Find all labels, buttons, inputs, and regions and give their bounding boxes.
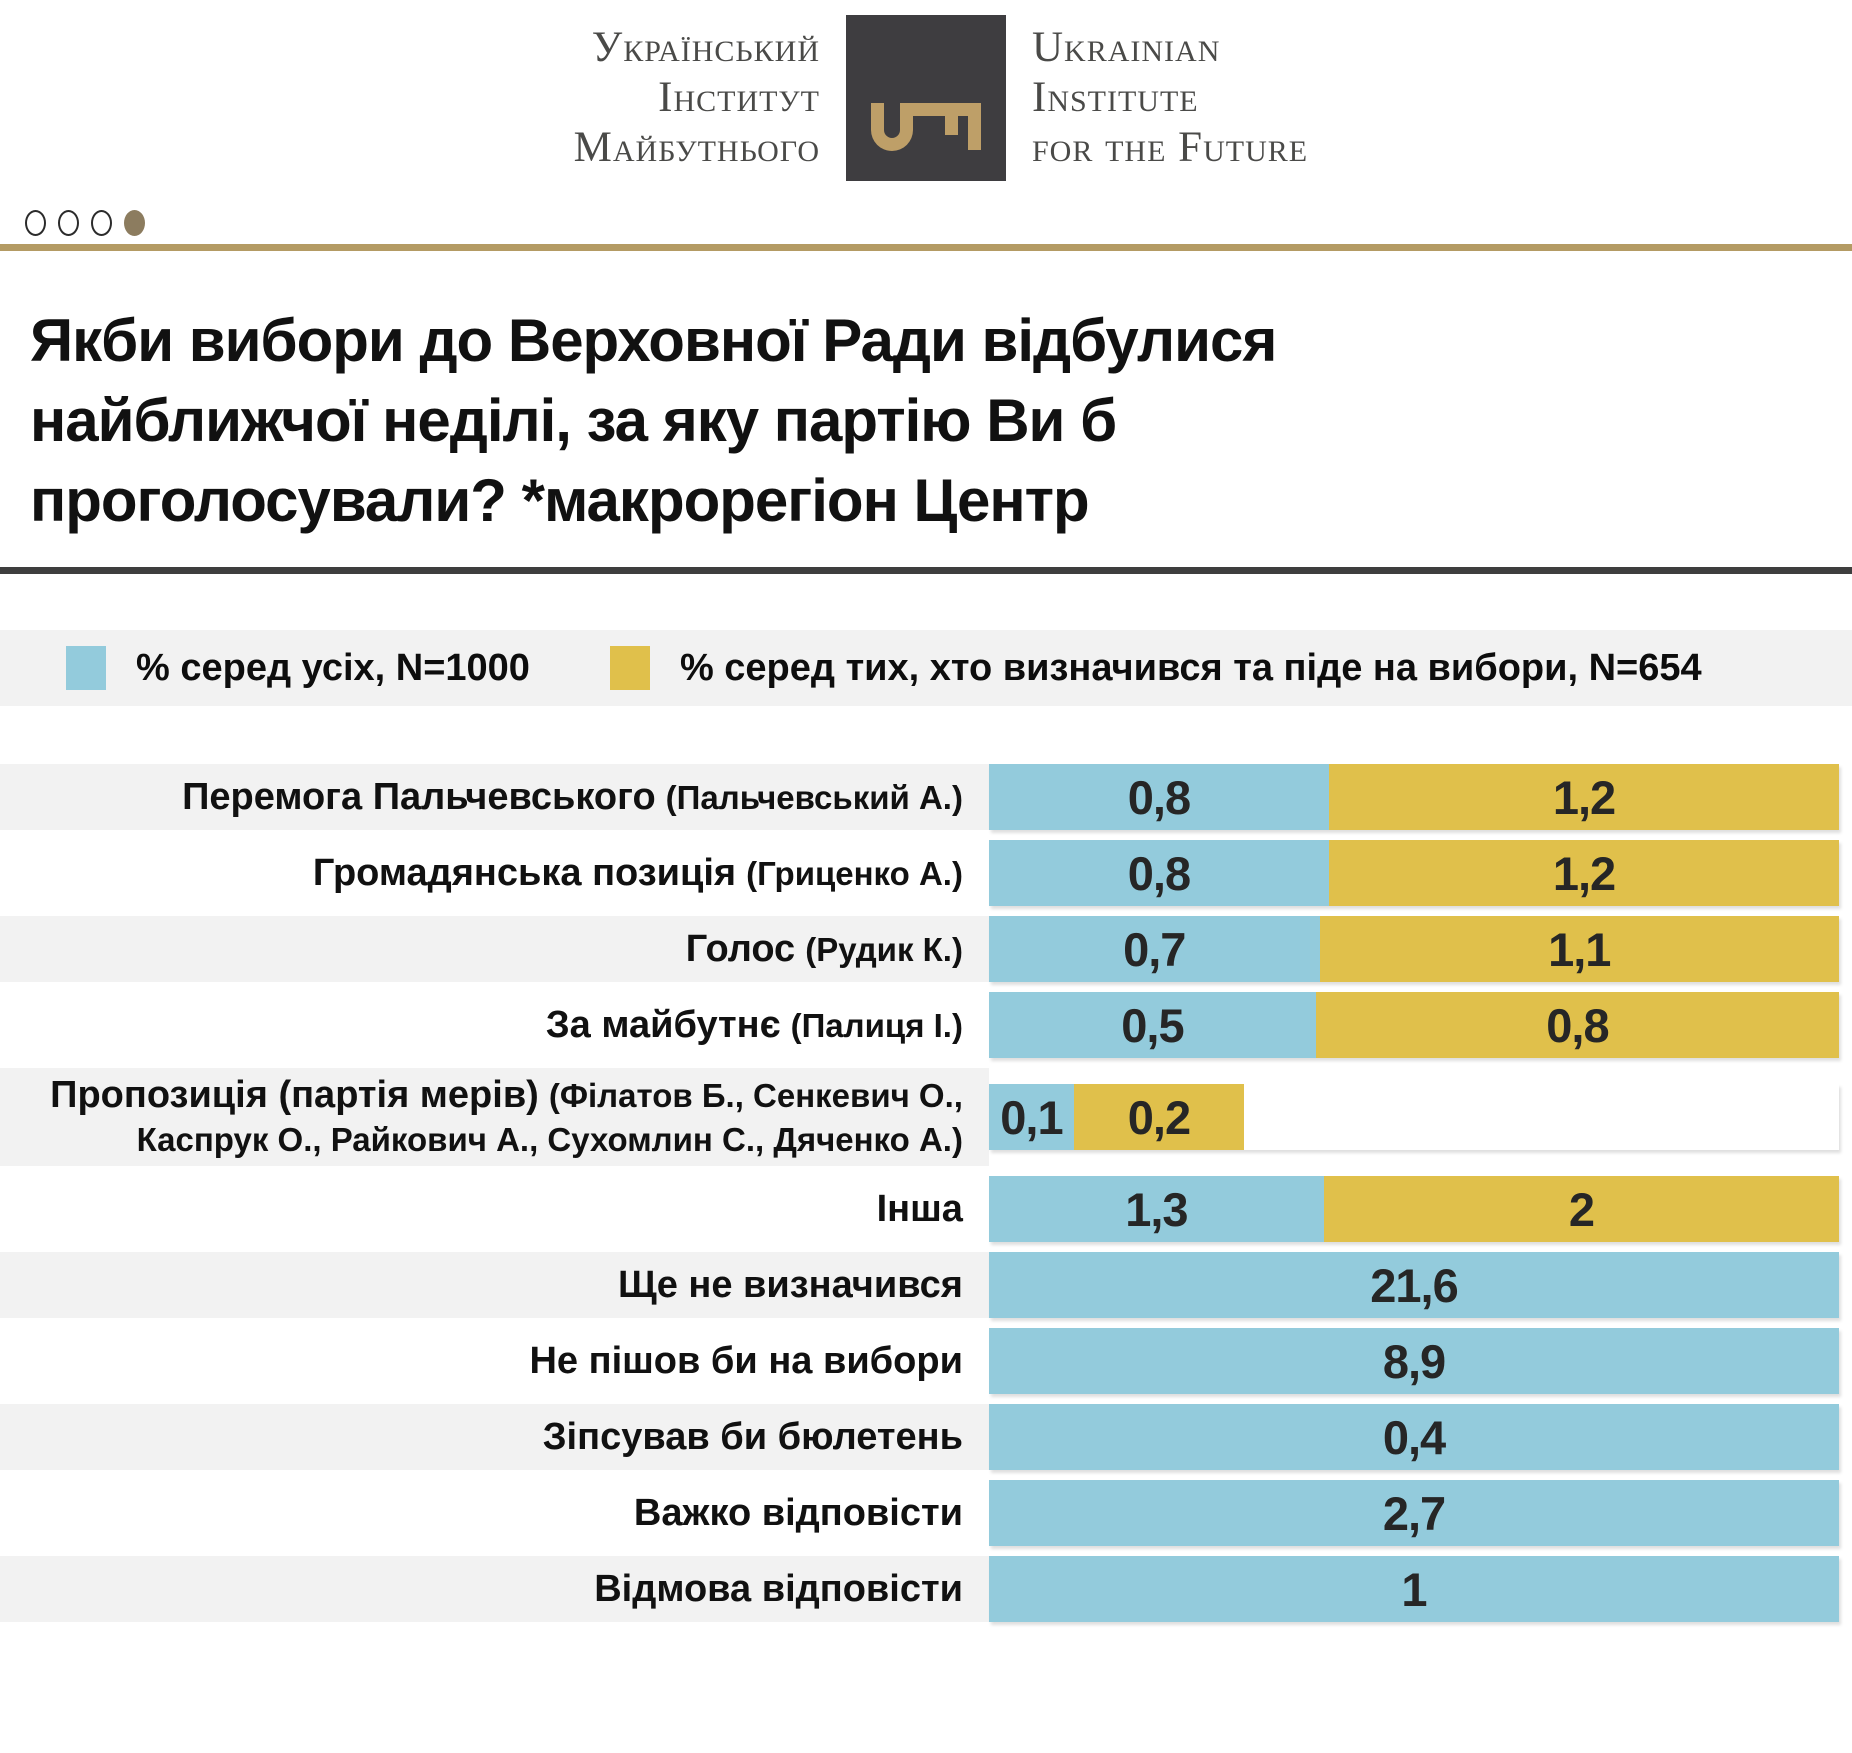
row-label: [0, 1404, 989, 1470]
bar-value: 1,2: [1552, 846, 1616, 900]
bar-all: [989, 1404, 1839, 1470]
legend-item-decided: [610, 646, 1702, 690]
page-title: [30, 301, 1818, 541]
title-divider: [0, 567, 1852, 574]
row-label: [0, 1252, 989, 1318]
party-leader: (Палиця І.): [790, 1007, 963, 1044]
bar-group: [989, 1176, 1839, 1242]
answer-label: Не пішов би на вибори: [529, 1340, 963, 1382]
bar-value: 0,1: [1000, 1090, 1063, 1144]
answer-label: Ще не визначився: [618, 1264, 963, 1306]
bar-value: 0,7: [1123, 922, 1186, 976]
table-row: [0, 764, 1852, 830]
key-icon: [846, 15, 1006, 181]
bar-value: 2,7: [1382, 1486, 1446, 1540]
header: [0, 14, 1852, 251]
bar-group: [989, 1556, 1839, 1622]
progress-dot: [91, 210, 112, 236]
bar-chart: [0, 764, 1852, 1622]
table-row: [0, 1480, 1852, 1546]
table-row: [0, 1176, 1852, 1242]
bar-value: 8,9: [1382, 1334, 1446, 1388]
progress-dot: [25, 210, 46, 236]
logo-text-ukrainian: [390, 23, 820, 173]
party-name: Голос: [685, 928, 796, 970]
bar-value: 0,8: [1127, 770, 1191, 824]
bar-value: 0,8: [1546, 998, 1609, 1052]
bar-value: 21,6: [1370, 1258, 1458, 1312]
title-line: Якби вибори до Верховної Ради відбулися: [30, 307, 1277, 374]
bar-decided: [1329, 840, 1839, 906]
row-label: [0, 840, 989, 906]
bar-group: [989, 1404, 1839, 1470]
gold-divider: [0, 244, 1852, 251]
party-name: Громадянська позиція: [312, 852, 737, 894]
progress-dot-active: [124, 210, 145, 236]
bar-all: [989, 1176, 1324, 1242]
party-leader: (Рудик К.): [805, 931, 963, 968]
row-label: [0, 992, 989, 1058]
title-line: найближчої неділі, за яку партію Ви б: [30, 387, 1117, 454]
logo-line: for the Future: [1032, 124, 1309, 171]
bar-value: 0,8: [1127, 846, 1191, 900]
bar-group: [989, 764, 1839, 830]
bar-decided: [1324, 1176, 1839, 1242]
legend-label: % серед тих, хто визначився та піде на вибори, N=654: [679, 646, 1702, 689]
logo-line: Український: [591, 24, 820, 71]
bar-group: [989, 1328, 1839, 1394]
bar-value: 0,2: [1127, 1090, 1191, 1144]
title-line: проголосували? *макрорегіон Центр: [30, 467, 1089, 534]
bar-group: [989, 916, 1839, 982]
logo-line: Institute: [1032, 74, 1199, 121]
table-row: [0, 1404, 1852, 1470]
row-label: [0, 1480, 989, 1546]
logo-text-english: [1032, 23, 1462, 173]
bar-decided: [1320, 916, 1839, 982]
answer-label: Важко відповісти: [633, 1492, 963, 1534]
bar-group: [989, 1084, 1839, 1150]
table-row: [0, 992, 1852, 1058]
logo-line: Ukrainian: [1032, 24, 1221, 71]
row-label: [0, 916, 989, 982]
table-row: [0, 916, 1852, 982]
bar-all: [989, 764, 1329, 830]
bar-value: 1,2: [1552, 770, 1616, 824]
bar-value: 1,1: [1548, 922, 1611, 976]
party-leader: (Гриценко А.): [746, 855, 963, 892]
legend-swatch-blue: [66, 646, 106, 690]
bar-decided: [1329, 764, 1839, 830]
bar-group: [989, 1252, 1839, 1318]
party-leader: (Пальчевський А.): [665, 779, 963, 816]
bar-value: 0,5: [1121, 998, 1184, 1052]
bar-group: [989, 992, 1839, 1058]
table-row: [0, 1252, 1852, 1318]
legend-item-all: [66, 646, 530, 690]
bar-all: [989, 916, 1320, 982]
chart-legend: [0, 630, 1852, 706]
table-row: [0, 1328, 1852, 1394]
row-label: [0, 1176, 989, 1242]
answer-label: Зіпсував би бюлетень: [542, 1416, 963, 1458]
bar-value: 2: [1568, 1182, 1594, 1236]
party-name: Пропозиція (партія мерів): [50, 1074, 539, 1116]
row-label: [0, 1328, 989, 1394]
bar-value: 1: [1401, 1562, 1427, 1616]
bar-all: [989, 1252, 1839, 1318]
party-name: Інша: [876, 1188, 963, 1230]
bar-group: [989, 840, 1839, 906]
bar-all: [989, 992, 1316, 1058]
answer-label: Відмова відповісти: [594, 1568, 963, 1610]
poll-slide: [0, 14, 1852, 1753]
table-row: [0, 1556, 1852, 1622]
slide-progress-dots: [25, 210, 145, 236]
party-name: Перемога Пальчевського: [182, 776, 656, 818]
bar-all: [989, 840, 1329, 906]
legend-label: % серед усіх, N=1000: [136, 646, 530, 689]
table-row: [0, 840, 1852, 906]
bar-all: [989, 1556, 1839, 1622]
bar-all: [989, 1084, 1074, 1150]
bar-all: [989, 1480, 1839, 1546]
party-leader: (Філатов Б., Сенкевич О., Каспрук О., Райкович А., Сухомлин С., Дяченко А.): [136, 1077, 963, 1158]
table-row: [0, 1068, 1852, 1166]
bar-value: 1,3: [1125, 1182, 1188, 1236]
bar-all: [989, 1328, 1839, 1394]
legend-swatch-gold: [610, 646, 650, 690]
logo-line: Інститут: [658, 74, 820, 121]
bar-group: [989, 1480, 1839, 1546]
logo-line: Майбутнього: [573, 124, 820, 171]
row-label: [0, 764, 989, 830]
row-label: [0, 1556, 989, 1622]
bar-value: 0,4: [1382, 1410, 1446, 1464]
party-name: За майбутнє: [545, 1004, 781, 1046]
progress-dot: [58, 210, 79, 236]
row-label: [0, 1068, 989, 1166]
bar-decided: [1316, 992, 1839, 1058]
institute-logo: [0, 14, 1852, 182]
bar-decided: [1074, 1084, 1244, 1150]
